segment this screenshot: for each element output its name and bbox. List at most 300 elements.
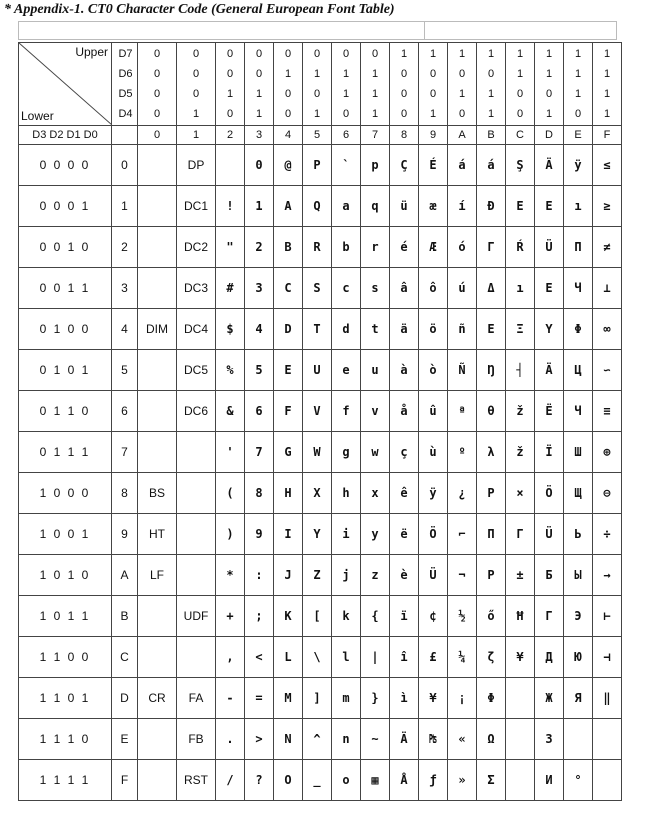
char-glyph: ; xyxy=(245,596,274,637)
char-glyph: è xyxy=(390,555,419,596)
upper-bits-1 xyxy=(177,43,216,126)
char-glyph: ı xyxy=(506,268,535,309)
bit-value: 0 xyxy=(192,88,200,100)
char-glyph: Ö xyxy=(419,514,448,555)
bit-value: 0 xyxy=(516,88,524,100)
char-glyph: ù xyxy=(419,432,448,473)
control-code xyxy=(177,637,216,678)
char-glyph: Ŕ xyxy=(506,227,535,268)
table-row xyxy=(19,227,622,268)
table-row xyxy=(19,309,622,350)
hex-col-9: 9 xyxy=(419,126,448,145)
char-glyph: > xyxy=(245,719,274,760)
upper-bits-9 xyxy=(419,43,448,126)
char-glyph: ú xyxy=(448,268,477,309)
char-glyph: Ñ xyxy=(448,350,477,391)
char-glyph xyxy=(506,719,535,760)
char-glyph: Φ xyxy=(477,678,506,719)
row-bits: 0 0 0 0 xyxy=(19,145,112,186)
char-glyph: Å xyxy=(390,760,419,801)
hex-col-B: B xyxy=(477,126,506,145)
row-hex: B xyxy=(112,596,138,637)
char-glyph: P xyxy=(303,145,332,186)
char-glyph xyxy=(564,719,593,760)
control-code: FB xyxy=(177,719,216,760)
row-bits: 0 0 1 1 xyxy=(19,268,112,309)
bit-value: 0 xyxy=(255,48,263,60)
char-glyph: 4 xyxy=(245,309,274,350)
bit-value: 1 xyxy=(516,48,524,60)
table-row xyxy=(19,596,622,637)
row-bits: 0 1 1 0 xyxy=(19,391,112,432)
table-row xyxy=(19,637,622,678)
control-code xyxy=(177,514,216,555)
char-glyph: é xyxy=(390,227,419,268)
upper-bits-5 xyxy=(303,43,332,126)
char-glyph: + xyxy=(216,596,245,637)
char-glyph: V xyxy=(303,391,332,432)
char-glyph: E xyxy=(274,350,303,391)
char-glyph: ! xyxy=(216,186,245,227)
char-glyph: . xyxy=(216,719,245,760)
char-glyph: Σ xyxy=(477,760,506,801)
bit-value: 0 xyxy=(153,88,161,100)
control-code: CR xyxy=(138,678,177,719)
row-hex: 6 xyxy=(112,391,138,432)
char-glyph: ≥ xyxy=(593,186,622,227)
char-glyph: ÿ xyxy=(419,473,448,514)
char-glyph: Ε xyxy=(535,268,564,309)
bit-name: D7 xyxy=(118,48,133,60)
bit-value: 0 xyxy=(226,108,234,120)
char-glyph: Ч xyxy=(564,391,593,432)
char-glyph: ‖ xyxy=(593,678,622,719)
bit-value: 0 xyxy=(226,48,234,60)
char-glyph: ï xyxy=(390,596,419,637)
bit-value: 0 xyxy=(458,108,466,120)
char-glyph xyxy=(593,760,622,801)
char-glyph: e xyxy=(332,350,361,391)
char-glyph: H xyxy=(274,473,303,514)
char-glyph: Ë xyxy=(535,391,564,432)
char-glyph: ü xyxy=(390,186,419,227)
control-code xyxy=(138,432,177,473)
upper-bits-15 xyxy=(593,43,622,126)
char-glyph: Ŋ xyxy=(477,350,506,391)
control-code xyxy=(138,145,177,186)
char-glyph: ` xyxy=(332,145,361,186)
char-glyph: æ xyxy=(419,186,448,227)
char-glyph: » xyxy=(448,760,477,801)
char-glyph xyxy=(506,678,535,719)
page-title: * Appendix-1. CT0 Character Code (General European Font Table) xyxy=(4,2,395,17)
char-glyph: å xyxy=(390,391,419,432)
char-glyph: ¼ xyxy=(448,637,477,678)
lower-bits-header: D3 D2 D1 D0 xyxy=(19,126,112,145)
char-glyph: f xyxy=(332,391,361,432)
char-glyph: × xyxy=(506,473,535,514)
bit-value: 1 xyxy=(516,68,524,80)
char-glyph: X xyxy=(303,473,332,514)
char-glyph: D xyxy=(274,309,303,350)
bit-value: 1 xyxy=(545,48,553,60)
bit-value: 0 xyxy=(487,68,495,80)
char-glyph: & xyxy=(216,391,245,432)
row-bits: 0 1 0 1 xyxy=(19,350,112,391)
control-code: DIM xyxy=(138,309,177,350)
table-row xyxy=(19,678,622,719)
char-glyph: Đ xyxy=(477,186,506,227)
char-glyph: O xyxy=(274,760,303,801)
control-code xyxy=(177,555,216,596)
char-glyph: û xyxy=(419,391,448,432)
char-glyph: y xyxy=(361,514,390,555)
char-glyph: ≤ xyxy=(593,145,622,186)
bit-value: 1 xyxy=(603,48,611,60)
char-glyph: t xyxy=(361,309,390,350)
bit-value: 1 xyxy=(458,88,466,100)
char-glyph: Я xyxy=(564,678,593,719)
char-glyph: Ε xyxy=(535,186,564,227)
char-glyph: ê xyxy=(390,473,419,514)
row-bits: 1 1 0 1 xyxy=(19,678,112,719)
char-glyph: Ö xyxy=(535,473,564,514)
control-code xyxy=(177,473,216,514)
char-glyph xyxy=(216,145,245,186)
corner-cell xyxy=(19,43,112,126)
row-bits: 0 0 1 0 xyxy=(19,227,112,268)
hex-col-7: 7 xyxy=(361,126,390,145)
char-glyph: ì xyxy=(390,678,419,719)
row-bits: 1 1 1 1 xyxy=(19,760,112,801)
row-hex: 5 xyxy=(112,350,138,391)
bit-value: 0 xyxy=(153,108,161,120)
char-glyph: Υ xyxy=(535,309,564,350)
char-glyph: ó xyxy=(448,227,477,268)
row-hex: 7 xyxy=(112,432,138,473)
control-code xyxy=(138,268,177,309)
char-glyph: , xyxy=(216,637,245,678)
char-glyph: ) xyxy=(216,514,245,555)
char-glyph: i xyxy=(332,514,361,555)
bit-value: 0 xyxy=(284,108,292,120)
row-bits: 0 1 1 1 xyxy=(19,432,112,473)
bit-value: 0 xyxy=(458,68,466,80)
control-code: RST xyxy=(177,760,216,801)
char-glyph: З xyxy=(535,719,564,760)
char-glyph: Γ xyxy=(535,596,564,637)
bit-value: 1 xyxy=(226,88,234,100)
table-row xyxy=(19,350,622,391)
bit-names xyxy=(112,43,138,126)
char-glyph: ž xyxy=(506,432,535,473)
row-bits: 1 0 1 1 xyxy=(19,596,112,637)
bit-value: 0 xyxy=(255,68,263,80)
control-code: LF xyxy=(138,555,177,596)
char-glyph: Ş xyxy=(506,145,535,186)
char-glyph: ? xyxy=(245,760,274,801)
char-glyph: ÿ xyxy=(564,145,593,186)
upper-bits-10 xyxy=(448,43,477,126)
char-glyph: } xyxy=(361,678,390,719)
char-glyph: < xyxy=(245,637,274,678)
char-glyph: ┤ xyxy=(506,350,535,391)
char-glyph: R xyxy=(303,227,332,268)
hex-col-0: 0 xyxy=(138,126,177,145)
control-code: DC3 xyxy=(177,268,216,309)
bit-value: 0 xyxy=(400,108,408,120)
char-glyph xyxy=(506,760,535,801)
bit-name: D4 xyxy=(118,108,133,120)
bit-value: 0 xyxy=(153,68,161,80)
bit-value: 1 xyxy=(574,88,582,100)
char-glyph: Ü xyxy=(535,514,564,555)
row-bits: 1 1 1 0 xyxy=(19,719,112,760)
hex-col-D: D xyxy=(535,126,564,145)
char-glyph: Ϊ xyxy=(535,432,564,473)
char-glyph: T xyxy=(303,309,332,350)
bit-value: 1 xyxy=(545,68,553,80)
table-row xyxy=(19,473,622,514)
bit-value: 1 xyxy=(284,68,292,80)
char-glyph: ⊢ xyxy=(593,596,622,637)
bit-name: D6 xyxy=(118,68,133,80)
char-glyph: î xyxy=(390,637,419,678)
char-glyph: 0 xyxy=(245,145,274,186)
char-glyph: Ю xyxy=(564,637,593,678)
control-code: DC6 xyxy=(177,391,216,432)
char-glyph: Æ xyxy=(419,227,448,268)
char-glyph: Ε xyxy=(477,309,506,350)
char-glyph: / xyxy=(216,760,245,801)
char-glyph: q xyxy=(361,186,390,227)
char-glyph: Y xyxy=(303,514,332,555)
bit-value: 0 xyxy=(313,88,321,100)
char-glyph: Ы xyxy=(564,555,593,596)
upper-bits-2 xyxy=(216,43,245,126)
char-glyph: Γ xyxy=(506,514,535,555)
char-glyph: ₧ xyxy=(419,719,448,760)
bit-value: 0 xyxy=(342,48,350,60)
char-glyph: ∞ xyxy=(593,309,622,350)
bit-value: 1 xyxy=(603,88,611,100)
char-glyph: Z xyxy=(303,555,332,596)
char-glyph: ç xyxy=(390,432,419,473)
bit-value: 0 xyxy=(284,88,292,100)
char-glyph: ä xyxy=(390,309,419,350)
char-glyph: n xyxy=(332,719,361,760)
char-glyph: Щ xyxy=(564,473,593,514)
char-glyph: á xyxy=(448,145,477,186)
char-glyph: ≡ xyxy=(593,391,622,432)
char-glyph: â xyxy=(390,268,419,309)
control-code xyxy=(138,760,177,801)
char-glyph: ½ xyxy=(448,596,477,637)
char-glyph: Q xyxy=(303,186,332,227)
char-glyph: Ε xyxy=(506,186,535,227)
char-glyph: w xyxy=(361,432,390,473)
hex-col-2: 2 xyxy=(216,126,245,145)
hex-col-4: 4 xyxy=(274,126,303,145)
hex-col-F: F xyxy=(593,126,622,145)
row-bits: 1 1 0 0 xyxy=(19,637,112,678)
hex-col-5: 5 xyxy=(303,126,332,145)
char-glyph: ⊖ xyxy=(593,473,622,514)
control-code: DC1 xyxy=(177,186,216,227)
table-row xyxy=(19,514,622,555)
char-glyph: p xyxy=(361,145,390,186)
char-glyph: ñ xyxy=(448,309,477,350)
char-glyph: : xyxy=(245,555,274,596)
char-glyph: Ω xyxy=(477,719,506,760)
char-glyph: ^ xyxy=(303,719,332,760)
table-row xyxy=(19,719,622,760)
char-glyph: ° xyxy=(564,760,593,801)
control-code: UDF xyxy=(177,596,216,637)
char-glyph: Д xyxy=(535,637,564,678)
char-glyph: ≠ xyxy=(593,227,622,268)
char-glyph: Ç xyxy=(390,145,419,186)
char-glyph: @ xyxy=(274,145,303,186)
bit-value: 1 xyxy=(603,68,611,80)
row-hex: F xyxy=(112,760,138,801)
char-glyph: « xyxy=(448,719,477,760)
bit-value: 1 xyxy=(313,68,321,80)
row-bits: 0 1 0 0 xyxy=(19,309,112,350)
char-glyph: ] xyxy=(303,678,332,719)
char-glyph: ô xyxy=(419,268,448,309)
char-glyph: í xyxy=(448,186,477,227)
bit-value: 1 xyxy=(371,68,379,80)
upper-bits-12 xyxy=(506,43,535,126)
char-glyph: ⊥ xyxy=(593,268,622,309)
char-glyph: Ü xyxy=(535,227,564,268)
char-glyph: θ xyxy=(477,391,506,432)
bit-value: 1 xyxy=(255,88,263,100)
table-row xyxy=(19,268,622,309)
char-glyph: Ч xyxy=(564,268,593,309)
char-glyph: c xyxy=(332,268,361,309)
char-glyph: 8 xyxy=(245,473,274,514)
char-glyph: ± xyxy=(506,555,535,596)
bit-value: 0 xyxy=(192,48,200,60)
char-glyph: x xyxy=(361,473,390,514)
char-glyph: Ь xyxy=(564,514,593,555)
row-bits: 0 0 0 1 xyxy=(19,186,112,227)
hex-col-8: 8 xyxy=(390,126,419,145)
upper-label: Upper xyxy=(75,45,108,59)
bit-value: 0 xyxy=(400,88,408,100)
char-glyph: G xyxy=(274,432,303,473)
row-hex: A xyxy=(112,555,138,596)
char-glyph: ı xyxy=(564,186,593,227)
char-glyph: ž xyxy=(506,391,535,432)
bit-value: 1 xyxy=(603,108,611,120)
hex-col-E: E xyxy=(564,126,593,145)
hex-col-1: 1 xyxy=(177,126,216,145)
bit-value: 0 xyxy=(192,68,200,80)
char-glyph: ▦ xyxy=(361,760,390,801)
char-glyph: v xyxy=(361,391,390,432)
char-glyph: l xyxy=(332,637,361,678)
char-glyph: h xyxy=(332,473,361,514)
upper-bits-7 xyxy=(361,43,390,126)
char-glyph: ÷ xyxy=(593,514,622,555)
control-code: DP xyxy=(177,145,216,186)
table-row xyxy=(19,432,622,473)
bit-value: 0 xyxy=(153,48,161,60)
control-code xyxy=(177,432,216,473)
char-glyph: ƒ xyxy=(419,760,448,801)
char-glyph: * xyxy=(216,555,245,596)
bit-value: 1 xyxy=(429,108,437,120)
bit-value: 1 xyxy=(313,108,321,120)
char-glyph: 7 xyxy=(245,432,274,473)
char-glyph: z xyxy=(361,555,390,596)
char-glyph: £ xyxy=(419,637,448,678)
char-glyph: | xyxy=(361,637,390,678)
char-glyph: ő xyxy=(477,596,506,637)
bit-value: 0 xyxy=(574,108,582,120)
char-glyph: λ xyxy=(477,432,506,473)
control-code: FA xyxy=(177,678,216,719)
char-glyph: ¥ xyxy=(506,637,535,678)
char-glyph: L xyxy=(274,637,303,678)
char-glyph xyxy=(593,719,622,760)
control-code xyxy=(138,637,177,678)
char-glyph: 9 xyxy=(245,514,274,555)
char-glyph: É xyxy=(419,145,448,186)
bit-value: 1 xyxy=(574,68,582,80)
control-code xyxy=(138,186,177,227)
control-code xyxy=(138,719,177,760)
table-row xyxy=(19,760,622,801)
control-code: DC5 xyxy=(177,350,216,391)
char-glyph: $ xyxy=(216,309,245,350)
bit-value: 1 xyxy=(342,68,350,80)
char-glyph: ª xyxy=(448,391,477,432)
char-glyph: d xyxy=(332,309,361,350)
row-hex: 0 xyxy=(112,145,138,186)
character-code-table xyxy=(18,42,622,801)
char-glyph: 3 xyxy=(245,268,274,309)
row-hex: E xyxy=(112,719,138,760)
char-glyph: ë xyxy=(390,514,419,555)
upper-bits-8 xyxy=(390,43,419,126)
upper-bits-13 xyxy=(535,43,564,126)
char-glyph: N xyxy=(274,719,303,760)
header-strip xyxy=(18,21,617,40)
char-glyph: ¬ xyxy=(448,555,477,596)
char-glyph: ' xyxy=(216,432,245,473)
char-glyph: B xyxy=(274,227,303,268)
char-glyph: ö xyxy=(419,309,448,350)
char-glyph: \ xyxy=(303,637,332,678)
char-glyph: ¿ xyxy=(448,473,477,514)
char-glyph: A xyxy=(274,186,303,227)
hex-header-blank xyxy=(112,126,138,145)
char-glyph: r xyxy=(361,227,390,268)
control-code: DC2 xyxy=(177,227,216,268)
char-glyph: Э xyxy=(564,596,593,637)
char-glyph: ⊕ xyxy=(593,432,622,473)
char-glyph: Ж xyxy=(535,678,564,719)
bit-value: 0 xyxy=(371,48,379,60)
bit-value: 0 xyxy=(342,108,350,120)
bit-value: 0 xyxy=(313,48,321,60)
upper-bits-0 xyxy=(138,43,177,126)
bit-value: 0 xyxy=(400,68,408,80)
